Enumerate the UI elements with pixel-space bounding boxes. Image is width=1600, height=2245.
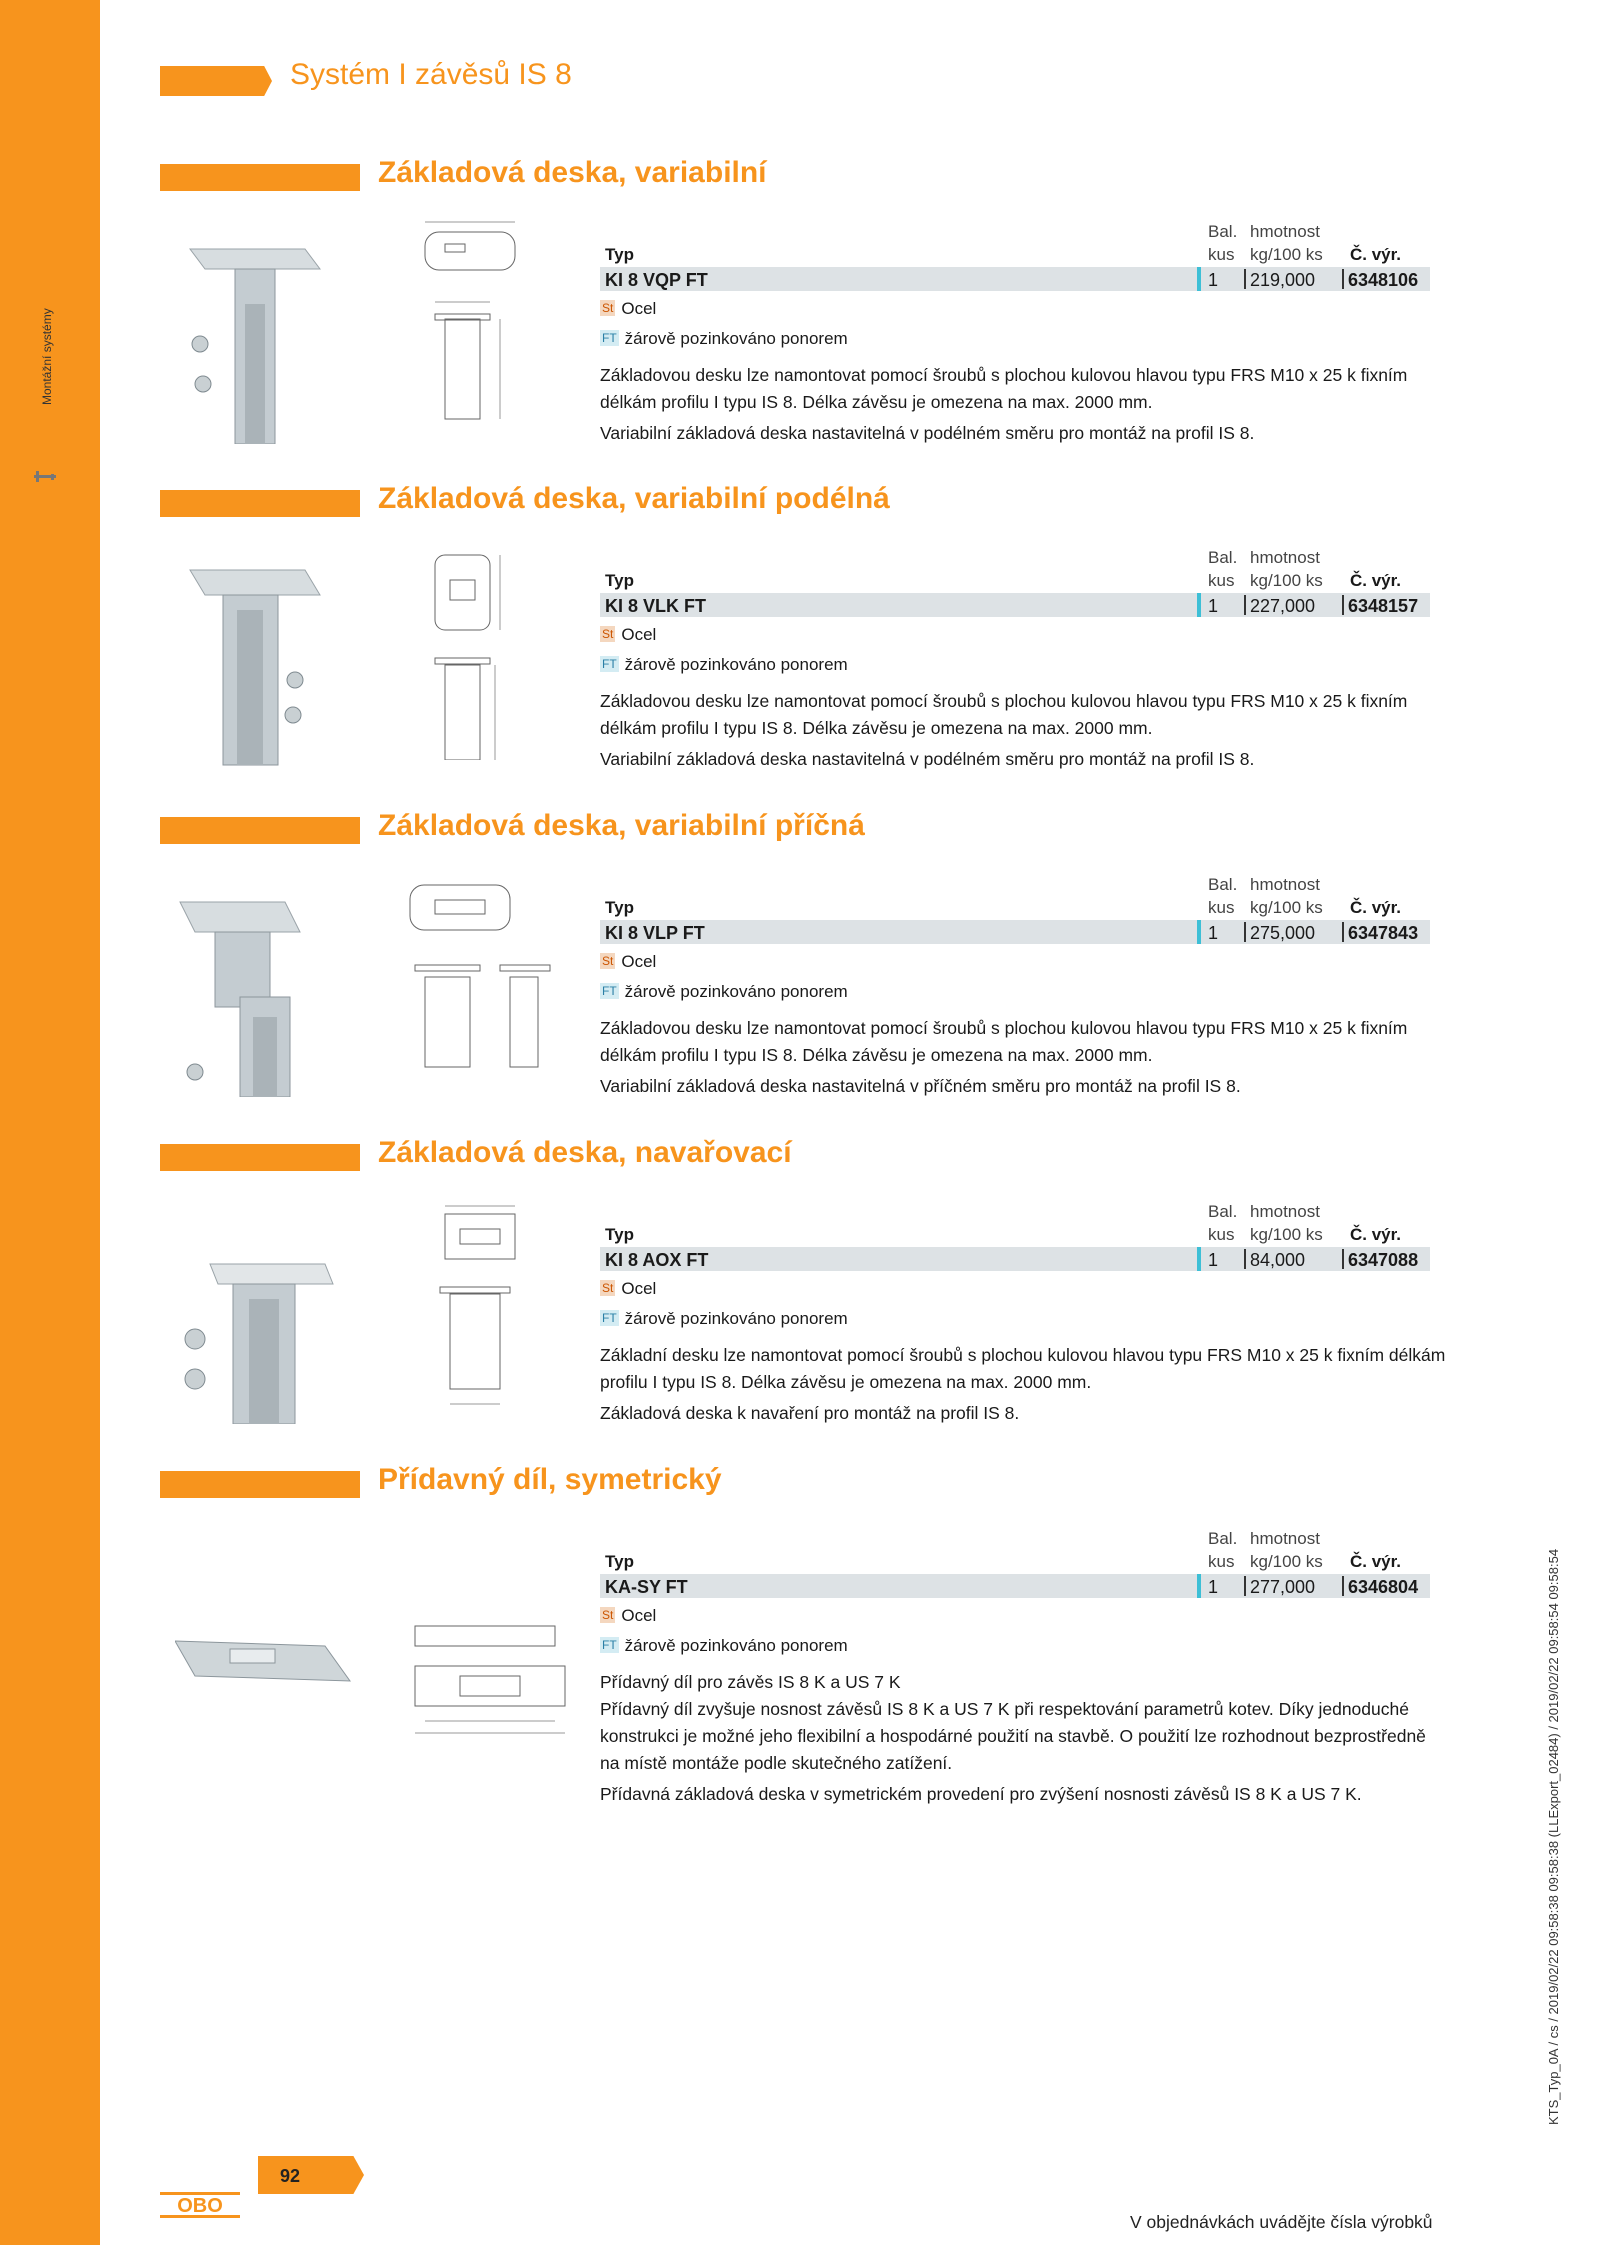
col-bal-unit: kus (1208, 898, 1235, 917)
finish-code: FT (602, 1638, 617, 1652)
col-bal-head: Bal. (1208, 1202, 1238, 1221)
material-finish (600, 1636, 848, 1656)
table-row (600, 593, 1430, 617)
material-steel (600, 625, 656, 645)
product-photo (175, 224, 375, 444)
material-steel (600, 1279, 656, 1299)
description-paragraph: Variabilní základová deska nastavitelná v podélném směru pro montáž na profil IS 8. (600, 423, 1255, 443)
product-section (0, 482, 1600, 810)
finish-label: žárově pozinkováno ponorem (624, 982, 848, 1001)
col-weight-unit: kg/100 ks (1250, 1225, 1323, 1244)
type-value: KI 8 VQP FT (605, 270, 708, 290)
material-label: Ocel (621, 1606, 657, 1625)
weight-value: 277,000 (1250, 1577, 1316, 1597)
col-bal-head: Bal. (1208, 1529, 1238, 1548)
material-label: Ocel (621, 1279, 657, 1298)
column-separator (1244, 1576, 1246, 1596)
artno-value: 6348106 (1348, 270, 1419, 290)
table-row (600, 267, 1430, 291)
type-value: KI 8 VLK FT (605, 596, 707, 616)
section-title: Základová deska, variabilní podélná (378, 482, 890, 515)
technical-drawing (405, 214, 575, 434)
section-title: Základová deska, variabilní (378, 156, 767, 189)
artno-value: 6347088 (1348, 1250, 1419, 1270)
col-type-head: Typ (605, 1552, 634, 1571)
col-weight-head: hmotnost (1250, 548, 1320, 567)
col-artno-head: Č. výr. (1350, 1225, 1402, 1244)
col-artno-head: Č. výr. (1350, 1552, 1402, 1571)
col-bal-head: Bal. (1208, 222, 1238, 241)
column-separator (1342, 922, 1344, 942)
section-bar (160, 490, 360, 517)
description-paragraph: Základovou desku lze namontovat pomocí šroubů s plochou kulovou hlavou typu FRS M10 x 25 k fixním délkám profilu I typu IS 8. Délka závěsu je omezena na max. 2000 mm. (600, 365, 1408, 412)
col-weight-head: hmotnost (1250, 1202, 1320, 1221)
product-section (0, 156, 1600, 484)
row-marker (1197, 267, 1201, 291)
col-bal-unit: kus (1208, 571, 1235, 590)
description-paragraph: Základovou desku lze namontovat pomocí šroubů s plochou kulovou hlavou typu FRS M10 x 25 k fixním délkám profilu I typu IS 8. Délka závěsu je omezena na max. 2000 mm. (600, 691, 1408, 738)
technical-drawing (405, 867, 575, 1087)
col-bal-unit: kus (1208, 1552, 1235, 1571)
col-weight-unit: kg/100 ks (1250, 571, 1323, 590)
row-marker (1197, 1574, 1201, 1598)
row-marker (1197, 593, 1201, 617)
col-bal-head: Bal. (1208, 875, 1238, 894)
product-description (600, 1669, 1450, 1812)
bal-value: 1 (1208, 923, 1219, 943)
column-separator (1342, 269, 1344, 289)
product-description (600, 362, 1450, 451)
row-marker (1197, 1247, 1201, 1271)
section-title: Základová deska, navařovací (378, 1136, 792, 1169)
material-label: Ocel (621, 952, 657, 971)
bal-value: 1 (1208, 596, 1219, 616)
section-title: Základová deska, variabilní příčná (378, 809, 865, 842)
col-weight-unit: kg/100 ks (1250, 1552, 1323, 1571)
table-row (600, 1574, 1430, 1598)
column-separator (1342, 1576, 1344, 1596)
product-photo (175, 1204, 375, 1424)
obo-logo (160, 2192, 240, 2218)
material-steel (600, 299, 656, 319)
material-finish (600, 329, 848, 349)
material-finish (600, 655, 848, 675)
column-separator (1244, 922, 1246, 942)
description-paragraph: Základovou desku lze namontovat pomocí šroubů s plochou kulovou hlavou typu FRS M10 x 25 k fixním délkám profilu I typu IS 8. Délka závěsu je omezena na max. 2000 mm. (600, 1018, 1408, 1065)
finish-label: žárově pozinkováno ponorem (624, 1636, 848, 1655)
material-code: St (602, 627, 614, 641)
description-paragraph: Variabilní základová deska nastavitelná v podélném směru pro montáž na profil IS 8. (600, 749, 1255, 769)
artno-value: 6346804 (1348, 1577, 1419, 1597)
column-separator (1244, 1249, 1246, 1269)
row-marker (1197, 920, 1201, 944)
col-bal-unit: kus (1208, 245, 1235, 264)
material-finish (600, 1309, 848, 1329)
product-section (0, 1463, 1600, 1891)
col-bal-unit: kus (1208, 1225, 1235, 1244)
page-number-tab (258, 2156, 364, 2194)
column-separator (1342, 595, 1344, 615)
product-section (0, 1136, 1600, 1464)
finish-label: žárově pozinkováno ponorem (624, 1309, 848, 1328)
material-code: St (602, 954, 614, 968)
finish-code: FT (602, 331, 617, 345)
section-bar (160, 817, 360, 844)
col-type-head: Typ (605, 245, 634, 264)
col-weight-head: hmotnost (1250, 1529, 1320, 1548)
material-steel (600, 1606, 656, 1626)
finish-code: FT (602, 657, 617, 671)
description-paragraph: Přídavná základová deska v symetrickém provedení pro zvýšení nosnosti závěsů IS 8 K a US 7 K. (600, 1784, 1362, 1804)
material-steel (600, 952, 656, 972)
description-paragraph: Základní desku lze namontovat pomocí šroubů s plochou kulovou hlavou typu FRS M10 x 25 k fixním délkám profilu I typu IS 8. Délka závěsu je omezena na max. 2000 mm. (600, 1345, 1446, 1392)
col-type-head: Typ (605, 1225, 634, 1244)
col-artno-head: Č. výr. (1350, 898, 1402, 917)
weight-value: 275,000 (1250, 923, 1316, 943)
material-label: Ocel (621, 299, 657, 318)
col-type-head: Typ (605, 898, 634, 917)
material-code: St (602, 301, 614, 315)
col-artno-head: Č. výr. (1350, 571, 1402, 590)
product-photo (175, 877, 375, 1097)
technical-drawing (405, 1194, 575, 1414)
product-photo (175, 1531, 375, 1751)
finish-label: žárově pozinkováno ponorem (624, 655, 848, 674)
product-description (600, 1342, 1450, 1431)
product-description (600, 1015, 1450, 1104)
col-bal-head: Bal. (1208, 548, 1238, 567)
technical-drawing (405, 540, 575, 760)
table-row (600, 1247, 1430, 1271)
bal-value: 1 (1208, 270, 1219, 290)
col-artno-head: Č. výr. (1350, 245, 1402, 264)
bal-value: 1 (1208, 1250, 1219, 1270)
product-photo (175, 550, 375, 770)
col-weight-head: hmotnost (1250, 875, 1320, 894)
section-bar (160, 1144, 360, 1171)
type-value: KI 8 AOX FT (605, 1250, 709, 1270)
section-bar (160, 1471, 360, 1498)
description-paragraph: Základová deska k navaření pro montáž na profil IS 8. (600, 1403, 1020, 1423)
type-value: KA-SY FT (605, 1577, 688, 1597)
finish-label: žárově pozinkováno ponorem (624, 329, 848, 348)
material-code: St (602, 1281, 614, 1295)
page-number: 92 (280, 2166, 301, 2186)
type-value: KI 8 VLP FT (605, 923, 705, 943)
column-separator (1342, 1249, 1344, 1269)
col-weight-unit: kg/100 ks (1250, 245, 1323, 264)
weight-value: 227,000 (1250, 596, 1316, 616)
finish-code: FT (602, 1311, 617, 1325)
column-separator (1244, 595, 1246, 615)
table-row (600, 920, 1430, 944)
product-section (0, 809, 1600, 1137)
col-weight-unit: kg/100 ks (1250, 898, 1323, 917)
bal-value: 1 (1208, 1577, 1219, 1597)
artno-value: 6348157 (1348, 596, 1419, 616)
section-bar (160, 164, 360, 191)
product-description (600, 688, 1450, 777)
material-code: St (602, 1608, 614, 1622)
page-title: Systém I závěsů IS 8 (290, 58, 572, 91)
description-paragraph: Přídavný díl pro závěs IS 8 K a US 7 K Přídavný díl zvyšuje nosnost závěsů IS 8 K a US 7 K při respektování parametrů kotev. Díky jednoduché konstrukci je možné jeho flexibilní a hospodárné použití na stavbě. O použití lze rozhodnout bezprostředně na místě montáže podle skutečného zatížení. (600, 1672, 1426, 1773)
section-title: Přídavný díl, symetrický (378, 1463, 722, 1496)
weight-value: 84,000 (1250, 1250, 1306, 1270)
weight-value: 219,000 (1250, 270, 1316, 290)
export-metadata: KTS_Typ_0A / cs / 2019/02/22 09:58:38 09:58:38 (LLExport_02484) / 2019/02/22 09:58:54 09:58:54 (1546, 1548, 1561, 2125)
header-tab (160, 66, 272, 96)
svg-text:OBO: OBO (177, 2195, 223, 2217)
footer-note: V objednávkách uvádějte čísla výrobků (1130, 2212, 1433, 2232)
artno-value: 6347843 (1348, 923, 1419, 943)
description-paragraph: Variabilní základová deska nastavitelná v příčném směru pro montáž na profil IS 8. (600, 1076, 1241, 1096)
technical-drawing (405, 1521, 575, 1741)
col-type-head: Typ (605, 571, 634, 590)
material-label: Ocel (621, 625, 657, 644)
column-separator (1244, 269, 1246, 289)
col-weight-head: hmotnost (1250, 222, 1320, 241)
finish-code: FT (602, 984, 617, 998)
material-finish (600, 982, 848, 1002)
